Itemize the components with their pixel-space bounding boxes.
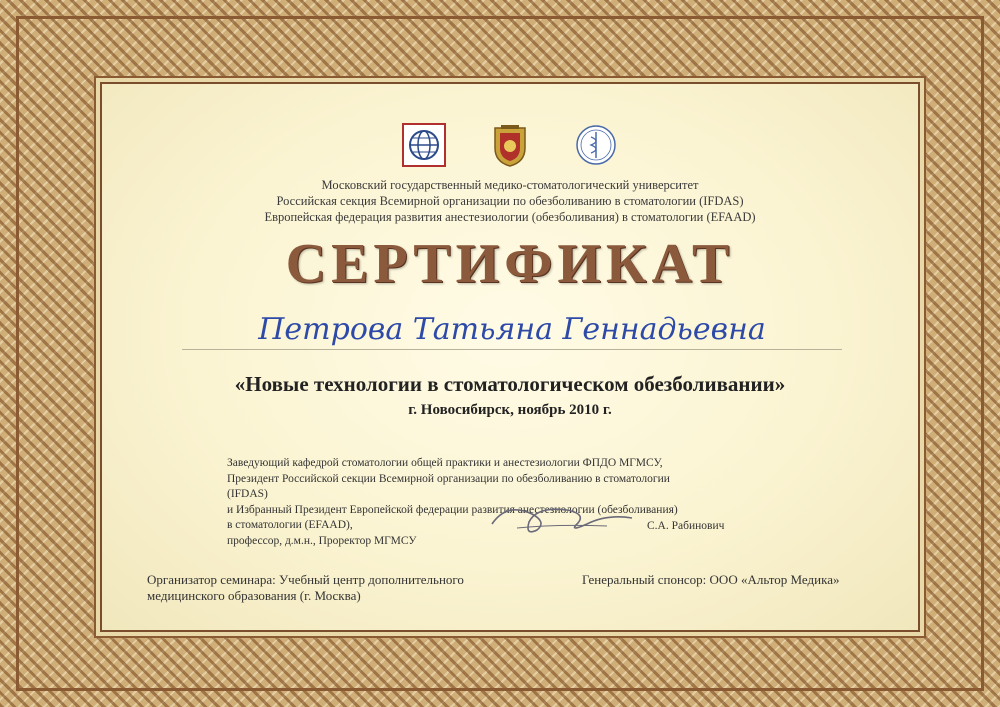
course-title: «Новые технологии в стоматологическом обезболивании» bbox=[234, 372, 786, 396]
recipient-name: Петрова Татьяна Геннадьевна bbox=[182, 312, 842, 350]
organizer-block bbox=[147, 572, 527, 604]
org-line-msmsu: Московский государственный медико-стоматологический университет bbox=[321, 178, 699, 192]
signer-line: профессор, д.м.н., Проректор МГМСУ bbox=[227, 534, 417, 547]
organization-lines bbox=[102, 177, 918, 225]
organizer-line: Организатор семинара: Учебный центр дополнительного bbox=[147, 572, 464, 587]
certificate-title: СЕРТИФИКАТ bbox=[285, 233, 735, 295]
university-crest-icon bbox=[487, 122, 533, 168]
signature-mark bbox=[487, 494, 637, 536]
globe-logo-icon bbox=[401, 122, 447, 168]
efaad-emblem-icon bbox=[573, 122, 619, 168]
signer-line: в стоматологии (EFAAD), bbox=[227, 519, 353, 531]
org-line-efaad: Европейская федерация развития анестезиологии (обезболивания) в стоматологии (EFAAD) bbox=[264, 210, 756, 224]
signer-line: Заведующий кафедрой стоматологии общей практики и анестезиологии ФПДО МГМСУ, bbox=[227, 457, 663, 469]
sponsor-line: Генеральный спонсор: ООО «Альтор Медика» bbox=[582, 572, 840, 587]
signer-line: Президент Российской секции Всемирной организации по обезболиванию в стоматологии (IFDAS) bbox=[227, 472, 670, 500]
certificate-body bbox=[100, 82, 920, 632]
signer-name: С.А. Рабинович bbox=[647, 520, 725, 532]
organizer-line: медицинского образования (г. Москва) bbox=[147, 588, 361, 603]
logo-row bbox=[102, 122, 918, 168]
signer-line: и Избранный Президент Европейской федерации развития анестезиологии (обезболивания) bbox=[227, 503, 678, 516]
org-line-ifdas: Российская секция Всемирной организации по обезболиванию в стоматологии (IFDAS) bbox=[276, 194, 744, 208]
location-date: г. Новосибирск, ноябрь 2010 г. bbox=[408, 402, 612, 418]
